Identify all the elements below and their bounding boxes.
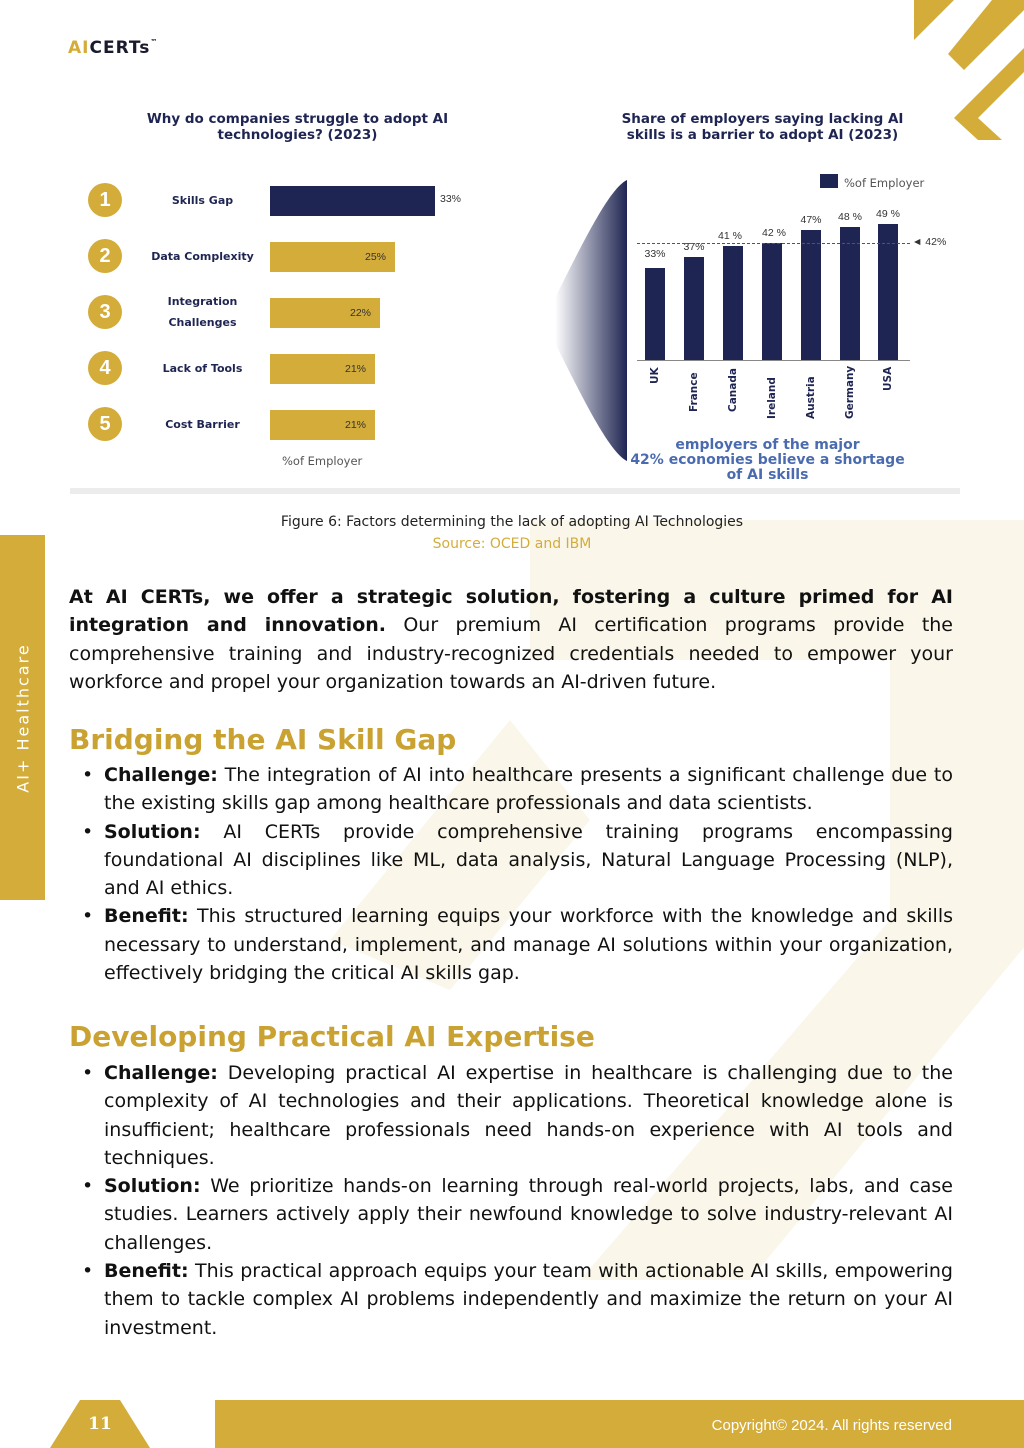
bar-category-label: Skills Gap (171, 193, 234, 207)
logo (68, 38, 158, 58)
intro-text: Our premium AI certification programs provide the comprehensive training and industry-recognized credentials needed to empower your workforce and propel your organization towards an AI-driven future. (69, 614, 953, 693)
section-list-practical-expertise (80, 1059, 953, 1342)
left-chart-title (130, 111, 465, 143)
list-item: • Solution: AI CERTs provide comprehensive training programs encompassing foundational AI disciplines like ML, data analysis, Natural Language Processing (NLP), and AI ethics. (82, 820, 953, 900)
item-label: Benefit: (104, 1260, 189, 1283)
item-label: Challenge: (104, 764, 218, 786)
rank-badge-1: 1 (88, 183, 122, 217)
bar (723, 246, 743, 360)
reference-line (637, 243, 910, 244)
zoom-funnel-shape (555, 178, 630, 463)
x-tick-label: UK (649, 367, 661, 384)
left-chart-xlabel: %of Employer (282, 454, 363, 468)
bar-category-label: Data Complexity (151, 249, 254, 263)
item-text: This structured learning equips your workforce with the knowledge and skills necessary to understand, implement, and manage AI solutions within your organization, effectively bridging the critical AI skills gap. (104, 905, 953, 985)
bar-value-label: 22% (350, 307, 372, 319)
right-chart-title (595, 111, 930, 143)
page-number-container (50, 1400, 150, 1448)
bar-category-label: Integration Challenges (167, 295, 238, 329)
bar-value-label: 21% (345, 419, 367, 431)
footer-copyright: Copyright© 2024. All rights reserved (711, 1417, 952, 1434)
list-item: • Benefit: This structured learning equips your workforce with the knowledge and skills necessary to understand, implement, and manage AI solutions within your organization, effectively bridging the critical AI skills gap. (82, 905, 953, 985)
bar (762, 243, 782, 360)
bar (801, 230, 821, 360)
rank-badge-5: 5 (88, 407, 122, 441)
bar-value-label: 33% (644, 248, 666, 261)
x-tick-label: France (688, 372, 700, 412)
side-tab-label: AI+ Healthcare (13, 642, 32, 793)
intro-paragraph (69, 583, 953, 696)
figure-divider (70, 488, 960, 494)
rank-badge-4: 4 (88, 351, 122, 385)
list-item: • Challenge: The integration of AI into healthcare presents a significant challenge due to the existing skills gap among healthcare professionals and data scientists. (82, 764, 953, 815)
section-list-skill-gap (80, 761, 953, 987)
side-tab (0, 535, 45, 900)
item-label: Challenge: (104, 1062, 218, 1084)
x-tick-label: Germany (844, 365, 856, 419)
x-tick-label: Austria (805, 376, 817, 419)
bar (684, 257, 704, 360)
bar (270, 186, 435, 216)
bar-category-label: Lack of Tools (162, 361, 243, 375)
intro-bold: At AI CERTs, we offer a strategic solution, fostering a culture primed for AI integration and innovation. (69, 586, 953, 637)
figure-source: Source: OCED and IBM (432, 536, 592, 552)
corner-decoration (914, 0, 1024, 140)
left-chart-title-line1: Why do companies struggle to adopt AI (146, 111, 449, 127)
bar-value-label: 49 % (876, 208, 900, 220)
logo-prefix: AI (68, 38, 90, 58)
bar (645, 268, 665, 360)
callout-line2: 42% economies believe a shortage (630, 452, 905, 468)
reference-line-label: ◄ 42% (912, 236, 947, 249)
chart-callout (610, 438, 925, 483)
item-text: We prioritize hands-on learning through real-world projects, labs, and case studies. Learners actively apply their newfound knowledge to solve industry-relevant AI challenges. (104, 1175, 953, 1254)
item-label: Solution: (104, 1175, 201, 1198)
callout-line1: employers of the major (675, 437, 860, 453)
x-tick-label: USA (882, 366, 894, 391)
x-tick-label: Canada (727, 368, 739, 412)
figure-caption: Figure 6: Factors determining the lack of adopting AI Technologies (280, 514, 744, 530)
list-item: • Solution: We prioritize hands-on learning through real-world projects, labs, and case studies. Learners actively apply their newfound knowledge to solve industry-relevant AI challenges. (82, 1175, 953, 1254)
right-chart-title-line1: Share of employers saying lacking AI (621, 111, 904, 127)
x-tick-label: Ireland (766, 377, 778, 419)
bar-value-label: 25% (365, 251, 387, 263)
callout-line3: of AI skills (726, 467, 809, 483)
legend-swatch (820, 174, 838, 188)
left-chart-title-line2: technologies? (2023) (217, 127, 378, 143)
right-chart-title-line2: skills is a barrier to adopt AI (2023) (626, 127, 899, 143)
item-text: AI CERTs provide comprehensive training programs encompassing foundational AI disciplines like ML, data analysis, Natural Language Processing (NLP), and AI ethics. (104, 820, 953, 900)
item-text: Developing practical AI expertise in healthcare is challenging due to the complexity of AI technologies and their applications. Theoretical knowledge alone is insufficient; healthcare professionals need hands-on experience with AI tools and techniques. (104, 1062, 953, 1169)
item-text: The integration of AI into healthcare presents a significant challenge due to the existing skills gap among healthcare professionals and data scientists. (104, 764, 953, 815)
item-text: This practical approach equips your team with actionable AI skills, empowering them to tackle complex AI problems independently and maximize the return on your AI investment. (104, 1260, 953, 1339)
x-axis-line (637, 360, 910, 361)
bar-value-label: 47% (800, 213, 822, 226)
section-heading-practical-expertise: Developing Practical AI Expertise (69, 1020, 595, 1053)
bar (840, 227, 860, 360)
list-item: • Challenge: Developing practical AI expertise in healthcare is challenging due to the complexity of AI technologies and their applications. Theoretical knowledge alone is insufficient; healthcare professionals need hands-on experience with AI tools and techniques. (82, 1062, 953, 1169)
bar-value-label: 42 % (762, 227, 786, 240)
legend-label: %of Employer (844, 176, 925, 190)
item-label: Benefit: (104, 905, 189, 928)
list-item: • Benefit: This practical approach equips your team with actionable AI skills, empowering them to tackle complex AI problems independently and maximize the return on your AI investment. (82, 1260, 953, 1339)
bar-value-label: 37% (683, 241, 705, 254)
bar-value-label: 48 % (838, 210, 862, 223)
logo-suffix: CERTs (89, 38, 151, 58)
bar-value-label: 41 % (718, 230, 742, 243)
page-number: 11 (88, 1414, 112, 1434)
logo-tm: ™ (150, 38, 159, 46)
rank-badge-2: 2 (88, 239, 122, 273)
item-label: Solution: (104, 820, 201, 843)
bar-category-label: Cost Barrier (165, 417, 240, 431)
section-heading-skill-gap: Bridging the AI Skill Gap (69, 723, 457, 756)
bar-value-label: 21% (345, 363, 367, 375)
rank-badge-3: 3 (88, 295, 122, 329)
bar-value-label: 33% (440, 193, 462, 205)
